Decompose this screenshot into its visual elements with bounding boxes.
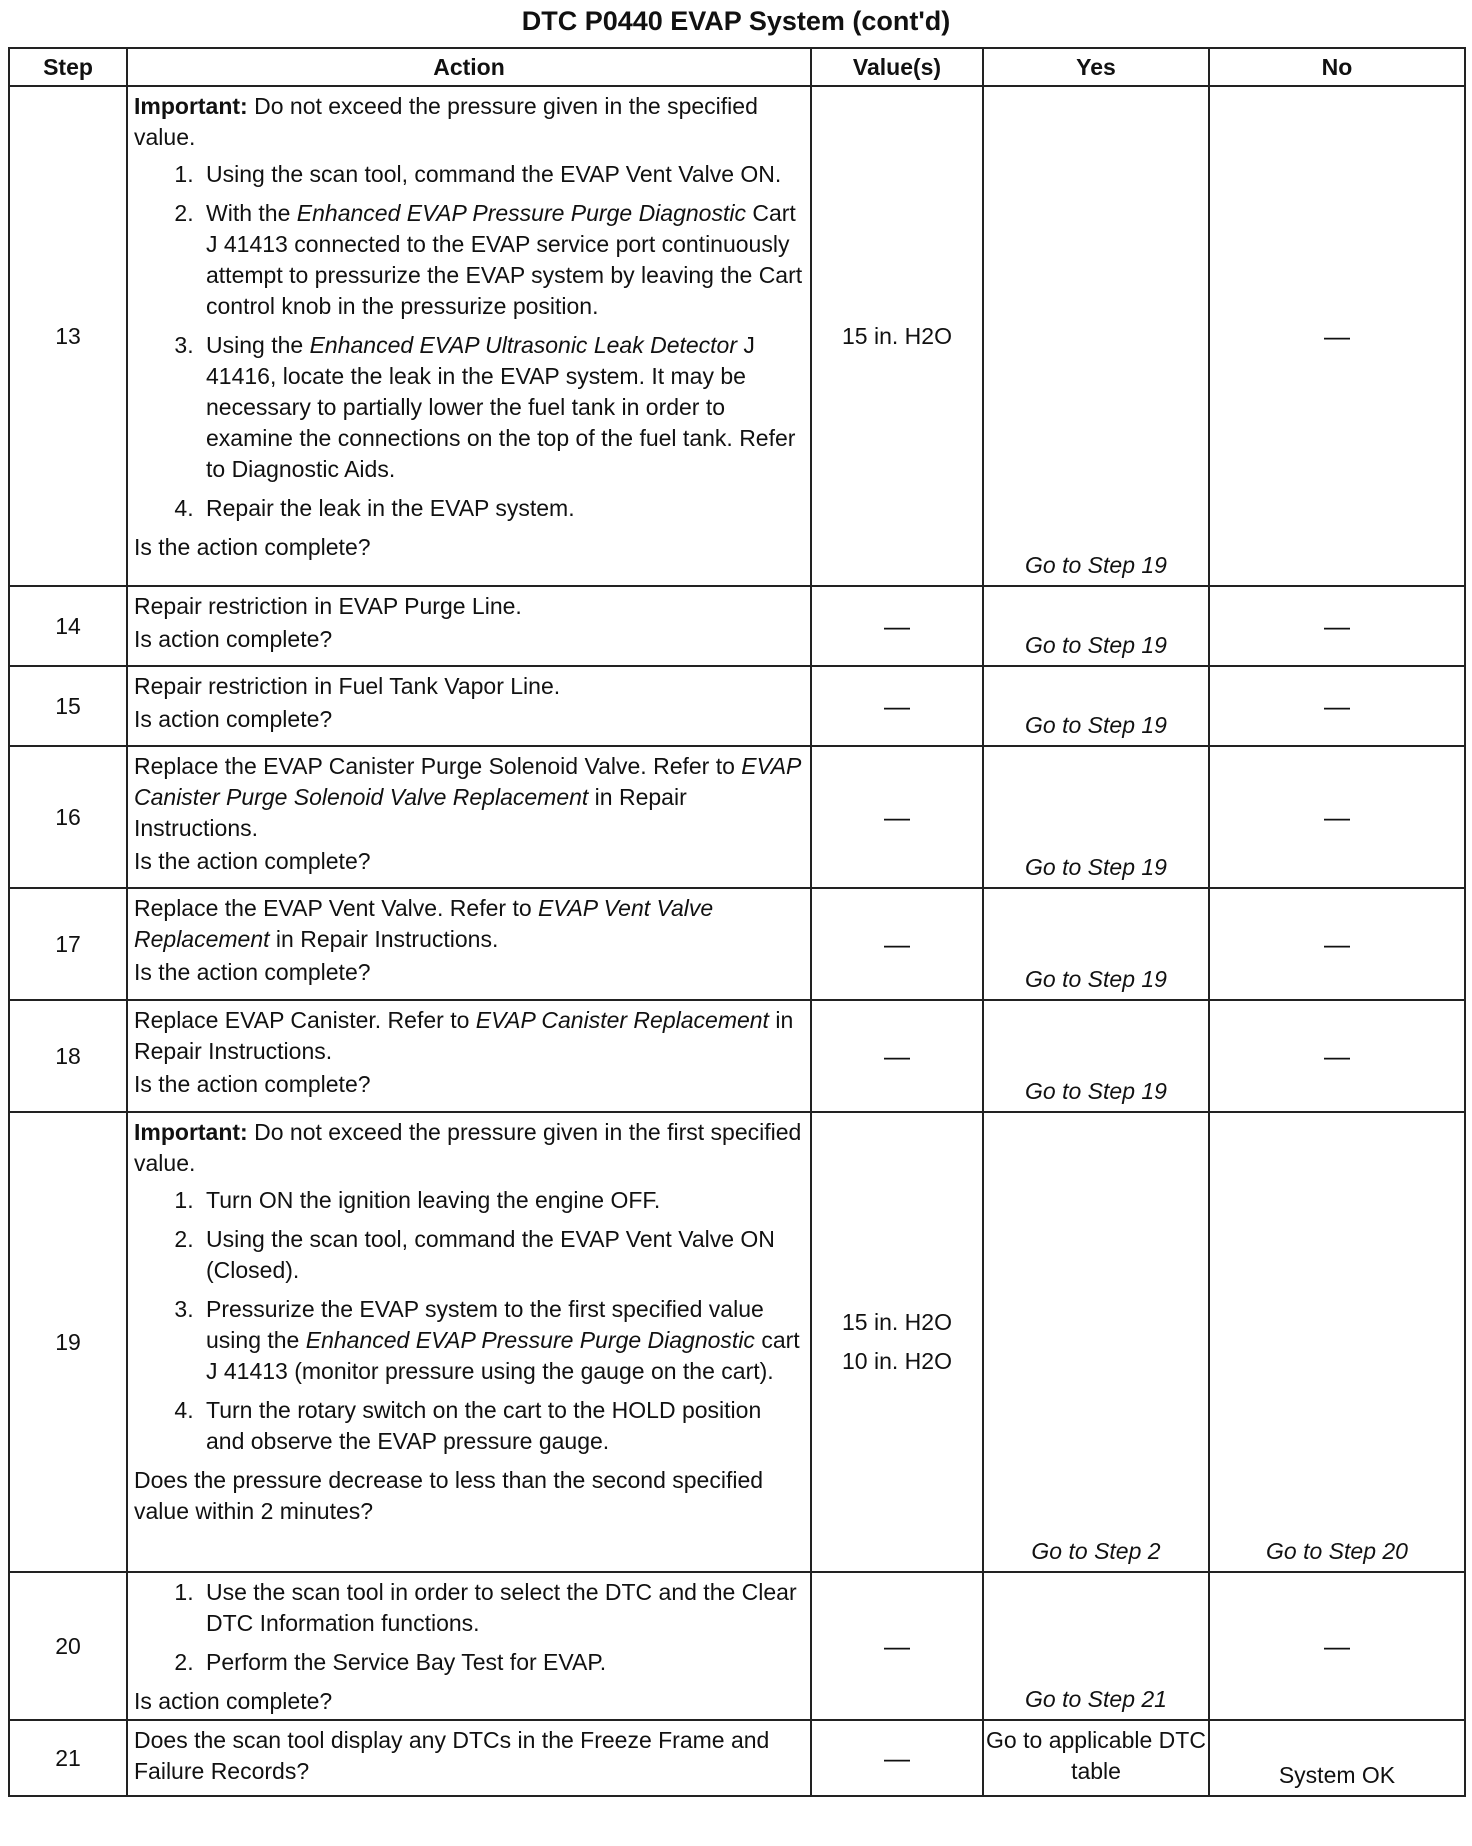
yes-cell: Go to Step 19 [983,586,1209,666]
action-cell [127,746,811,888]
italic-ref: Enhanced EVAP Ultrasonic Leak Detector [309,332,738,358]
step-number: 17 [9,888,127,1000]
text-span: Replace the EVAP Canister Purge Solenoid Valve. Refer to [134,753,742,779]
list-item [200,330,804,485]
no-cell: Go to Step 20 [1209,1112,1465,1572]
value-cell [811,1112,983,1572]
italic-ref: EVAP Canister Replacement [475,1007,769,1033]
step-number: 13 [9,86,127,586]
value-cell: — [811,1720,983,1796]
important-text: Do not exceed the pressure given in the first specified value. [134,1119,802,1176]
header-row [9,48,1465,86]
header-step: Step [9,48,127,86]
list-item [200,1294,804,1387]
text-span: Replace the EVAP Vent Valve. Refer to [134,895,539,921]
header-no: No [1209,48,1465,86]
text-span: in Repair Instructions. [134,1007,794,1064]
list-item: 4. Repair the leak in the EVAP system. [200,493,804,524]
table-row [9,746,1465,888]
no-cell: — [1209,746,1465,888]
action-text: Repair restriction in EVAP Purge Line. [134,593,522,619]
table-row [9,888,1465,1000]
list-item: 4. Turn the rotary switch on the cart to the HOLD position and observe the EVAP pressure gauge. [200,1395,804,1457]
step-number: 19 [9,1112,127,1572]
table-row [9,1112,1465,1572]
question: Is the action complete? [134,959,371,985]
text-span: Cart J 41413 connected to the EVAP service port continuously attempt to pressurize the EVAP system by leaving the Cart control knob in the pressurize position. [206,200,803,319]
value-cell: — [811,746,983,888]
yes-cell: Go to Step 19 [983,86,1209,586]
italic-ref: EVAP Vent Valve Replacement [134,895,714,952]
list-item: 1. Turn ON the ignition leaving the engine OFF. [200,1185,804,1216]
step-number: 18 [9,1000,127,1112]
question: Is action complete? [134,626,333,652]
yes-cell: Go to Step 19 [983,888,1209,1000]
no-cell: — [1209,1572,1465,1720]
action-cell [127,666,811,746]
step-number: 21 [9,1720,127,1796]
list-item: 2. Perform the Service Bay Test for EVAP. [200,1647,804,1678]
yes-cell: Go to Step 19 [983,666,1209,746]
question: Is the action complete? [134,534,371,560]
list-item [200,198,804,322]
action-cell [127,1112,811,1572]
header-values: Value(s) [811,48,983,86]
question: Is action complete? [134,706,333,732]
table-row [9,1572,1465,1720]
list-item: 2. Using the scan tool, command the EVAP Vent Valve ON (Closed). [200,1224,804,1286]
step-number: 15 [9,666,127,746]
value-cell: 15 in. H2O [811,86,983,586]
action-cell [127,1000,811,1112]
value-cell: — [811,1572,983,1720]
text-span: in Repair Instructions. [134,784,687,841]
text-span: Pressurize the EVAP system to the first specified value using the [206,1296,764,1353]
no-cell: System OK [1209,1720,1465,1796]
yes-cell: Go to applicable DTC table [983,1720,1209,1796]
no-cell: — [1209,86,1465,586]
important-text: Do not exceed the pressure given in the specified value. [134,93,758,150]
question: Does the pressure decrease to less than the second specified value within 2 minutes? [134,1467,764,1524]
question: Is action complete? [134,1688,333,1714]
question: Is the action complete? [134,1071,371,1097]
header-action: Action [127,48,811,86]
yes-cell: Go to Step 21 [983,1572,1209,1720]
list-item: 1. Use the scan tool in order to select the DTC and the Clear DTC Information functions. [200,1577,804,1639]
value-first: 15 in. H2O [842,1309,952,1335]
question: Is the action complete? [134,848,371,874]
text-span: Using the [206,332,310,358]
step-number: 16 [9,746,127,888]
diagnostic-table [8,47,1466,1797]
value-cell: — [811,666,983,746]
yes-cell: Go to Step 19 [983,1000,1209,1112]
step-number: 20 [9,1572,127,1720]
action-cell [127,1572,811,1720]
action-cell [127,86,811,586]
text-span: J 41416, locate the leak in the EVAP system. It may be necessary to partially lower the fuel tank in order to examine the connections on the top of the fuel tank. Refer to Diagnostic Aids. [206,332,796,482]
value-second: 10 in. H2O [842,1348,952,1374]
table-row [9,586,1465,666]
action-cell [127,586,811,666]
table-row [9,666,1465,746]
table-row [9,1000,1465,1112]
text-span: Replace EVAP Canister. Refer to [134,1007,476,1033]
action-text: Repair restriction in Fuel Tank Vapor Line. [134,673,561,699]
list-item: 1. Using the scan tool, command the EVAP Vent Valve ON. [200,159,804,190]
step-number: 14 [9,586,127,666]
header-yes: Yes [983,48,1209,86]
no-cell: — [1209,1000,1465,1112]
value-cell: — [811,888,983,1000]
value-cell: — [811,1000,983,1112]
no-cell: — [1209,666,1465,746]
italic-ref: EVAP Canister Purge Solenoid Valve Replacement [134,753,801,810]
no-cell: — [1209,888,1465,1000]
italic-ref: Enhanced EVAP Pressure Purge Diagnostic [305,1327,755,1353]
important-label: Important: [134,1119,248,1145]
value-cell: — [811,586,983,666]
table-row [9,1720,1465,1796]
table-row [9,86,1465,586]
italic-ref: Enhanced EVAP Pressure Purge Diagnostic [296,200,746,226]
text-span: cart J 41413 (monitor pressure using the gauge on the cart). [206,1327,800,1384]
action-cell [127,1720,811,1796]
yes-cell: Go to Step 19 [983,746,1209,888]
page-title: DTC P0440 EVAP System (cont'd) [521,6,951,36]
yes-cell: Go to Step 2 [983,1112,1209,1572]
action-cell [127,888,811,1000]
text-span: With the [206,200,297,226]
no-cell: — [1209,586,1465,666]
text-span: in Repair Instructions. [269,926,499,952]
action-text: Does the scan tool display any DTCs in the Freeze Frame and Failure Records? [134,1727,770,1784]
important-label: Important: [134,93,248,119]
